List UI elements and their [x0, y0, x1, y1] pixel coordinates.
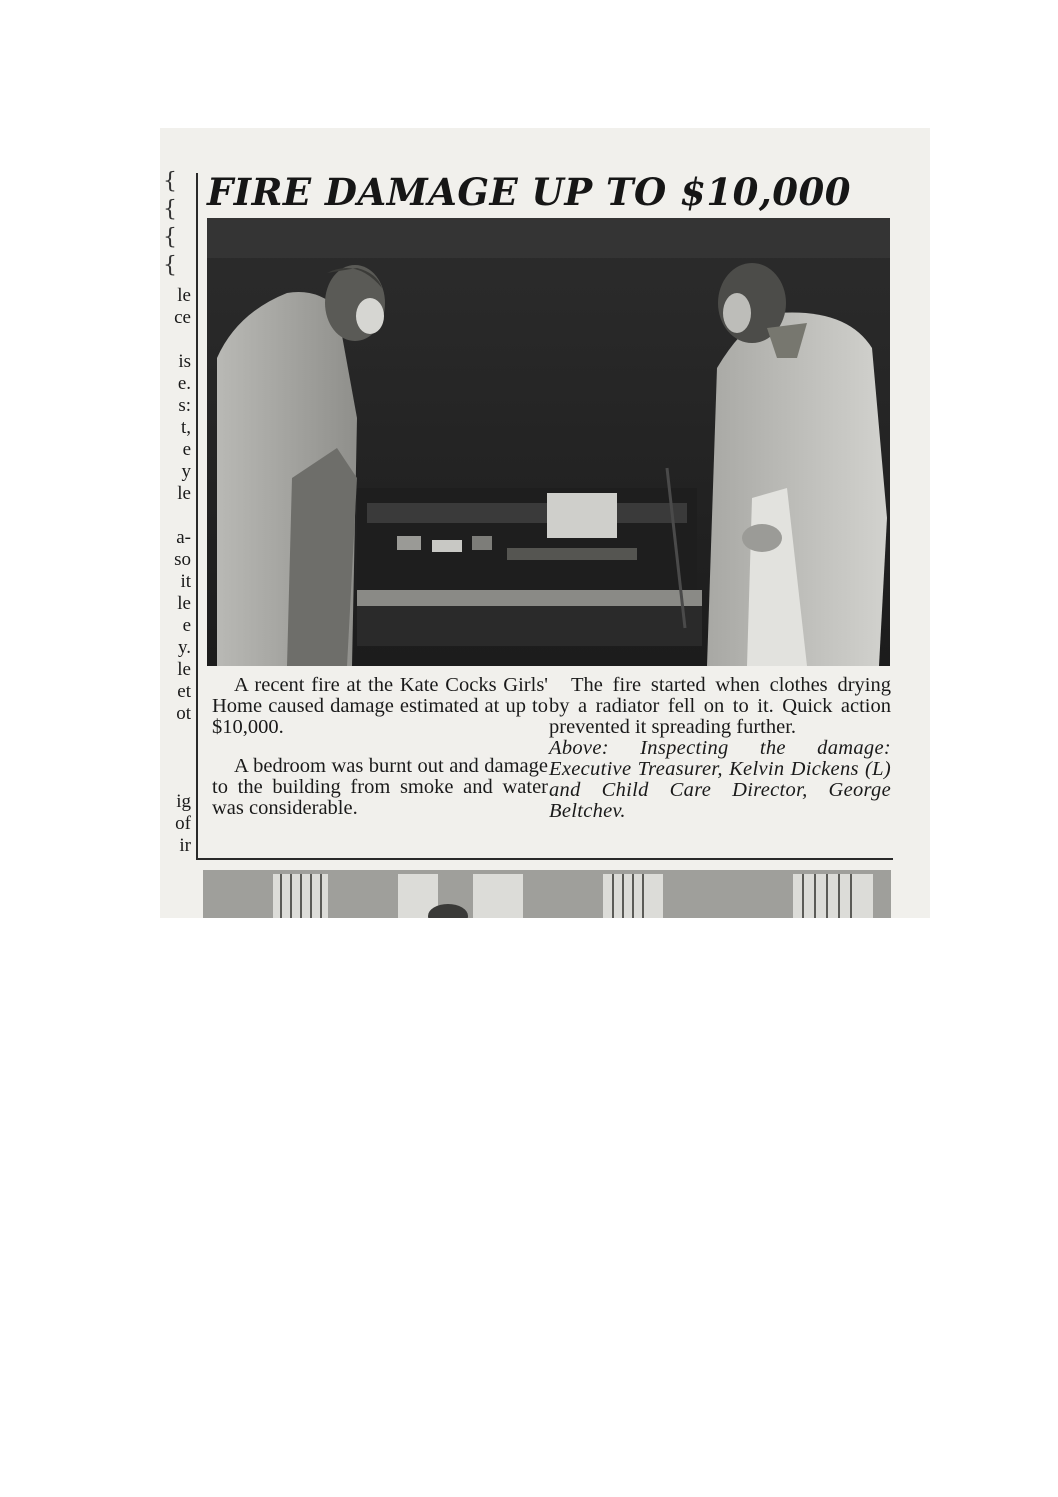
- fragment: et: [177, 681, 191, 702]
- article-column-left: [212, 675, 548, 819]
- next-article-photo-partial: [203, 870, 891, 918]
- fragment: ot: [176, 703, 191, 724]
- article-paragraph: The fire started when clothes drying by a radiator fell on to it. Quick action prevented it spreading further.: [549, 674, 891, 738]
- margin-bracket: { { { {: [163, 169, 177, 278]
- fragment: ig: [176, 791, 191, 812]
- fragment: of: [175, 813, 191, 834]
- column-rule-vertical: [196, 173, 198, 859]
- fragment: le: [177, 659, 191, 680]
- fragment: le: [177, 483, 191, 504]
- column-rule-horizontal: [196, 858, 893, 860]
- fragment: so: [174, 549, 191, 570]
- fragment: le: [177, 593, 191, 614]
- fragment: ce: [174, 307, 191, 328]
- headline: FIRE DAMAGE UP TO $10,000: [207, 170, 852, 214]
- fragment: le: [177, 285, 191, 306]
- fragment: a-: [176, 527, 191, 548]
- fragment: is: [178, 351, 191, 372]
- fragment: y: [181, 461, 191, 482]
- fragment: it: [180, 571, 191, 592]
- fragment: t,: [180, 417, 191, 438]
- fragment: e.: [177, 373, 191, 394]
- adjacent-column-fragments: [163, 285, 191, 857]
- fragment: y.: [177, 637, 191, 658]
- photo-caption: Above: Inspecting the damage: Executive Treasurer, Kelvin Dickens (L) and Child Care Director, George Beltchev.: [549, 737, 891, 822]
- fragment: ir: [179, 835, 191, 856]
- article-column-right: [549, 675, 891, 822]
- fragment: e: [182, 615, 191, 636]
- article-paragraph: A bedroom was burnt out and damage to the building from smoke and water was considerable.: [212, 755, 548, 819]
- article-paragraph: A recent fire at the Kate Cocks Girls' Home caused damage estimated at up to $10,000.: [212, 674, 548, 738]
- news-photo: [207, 218, 890, 666]
- fragment: s:: [178, 395, 191, 416]
- fragment: e: [182, 439, 191, 460]
